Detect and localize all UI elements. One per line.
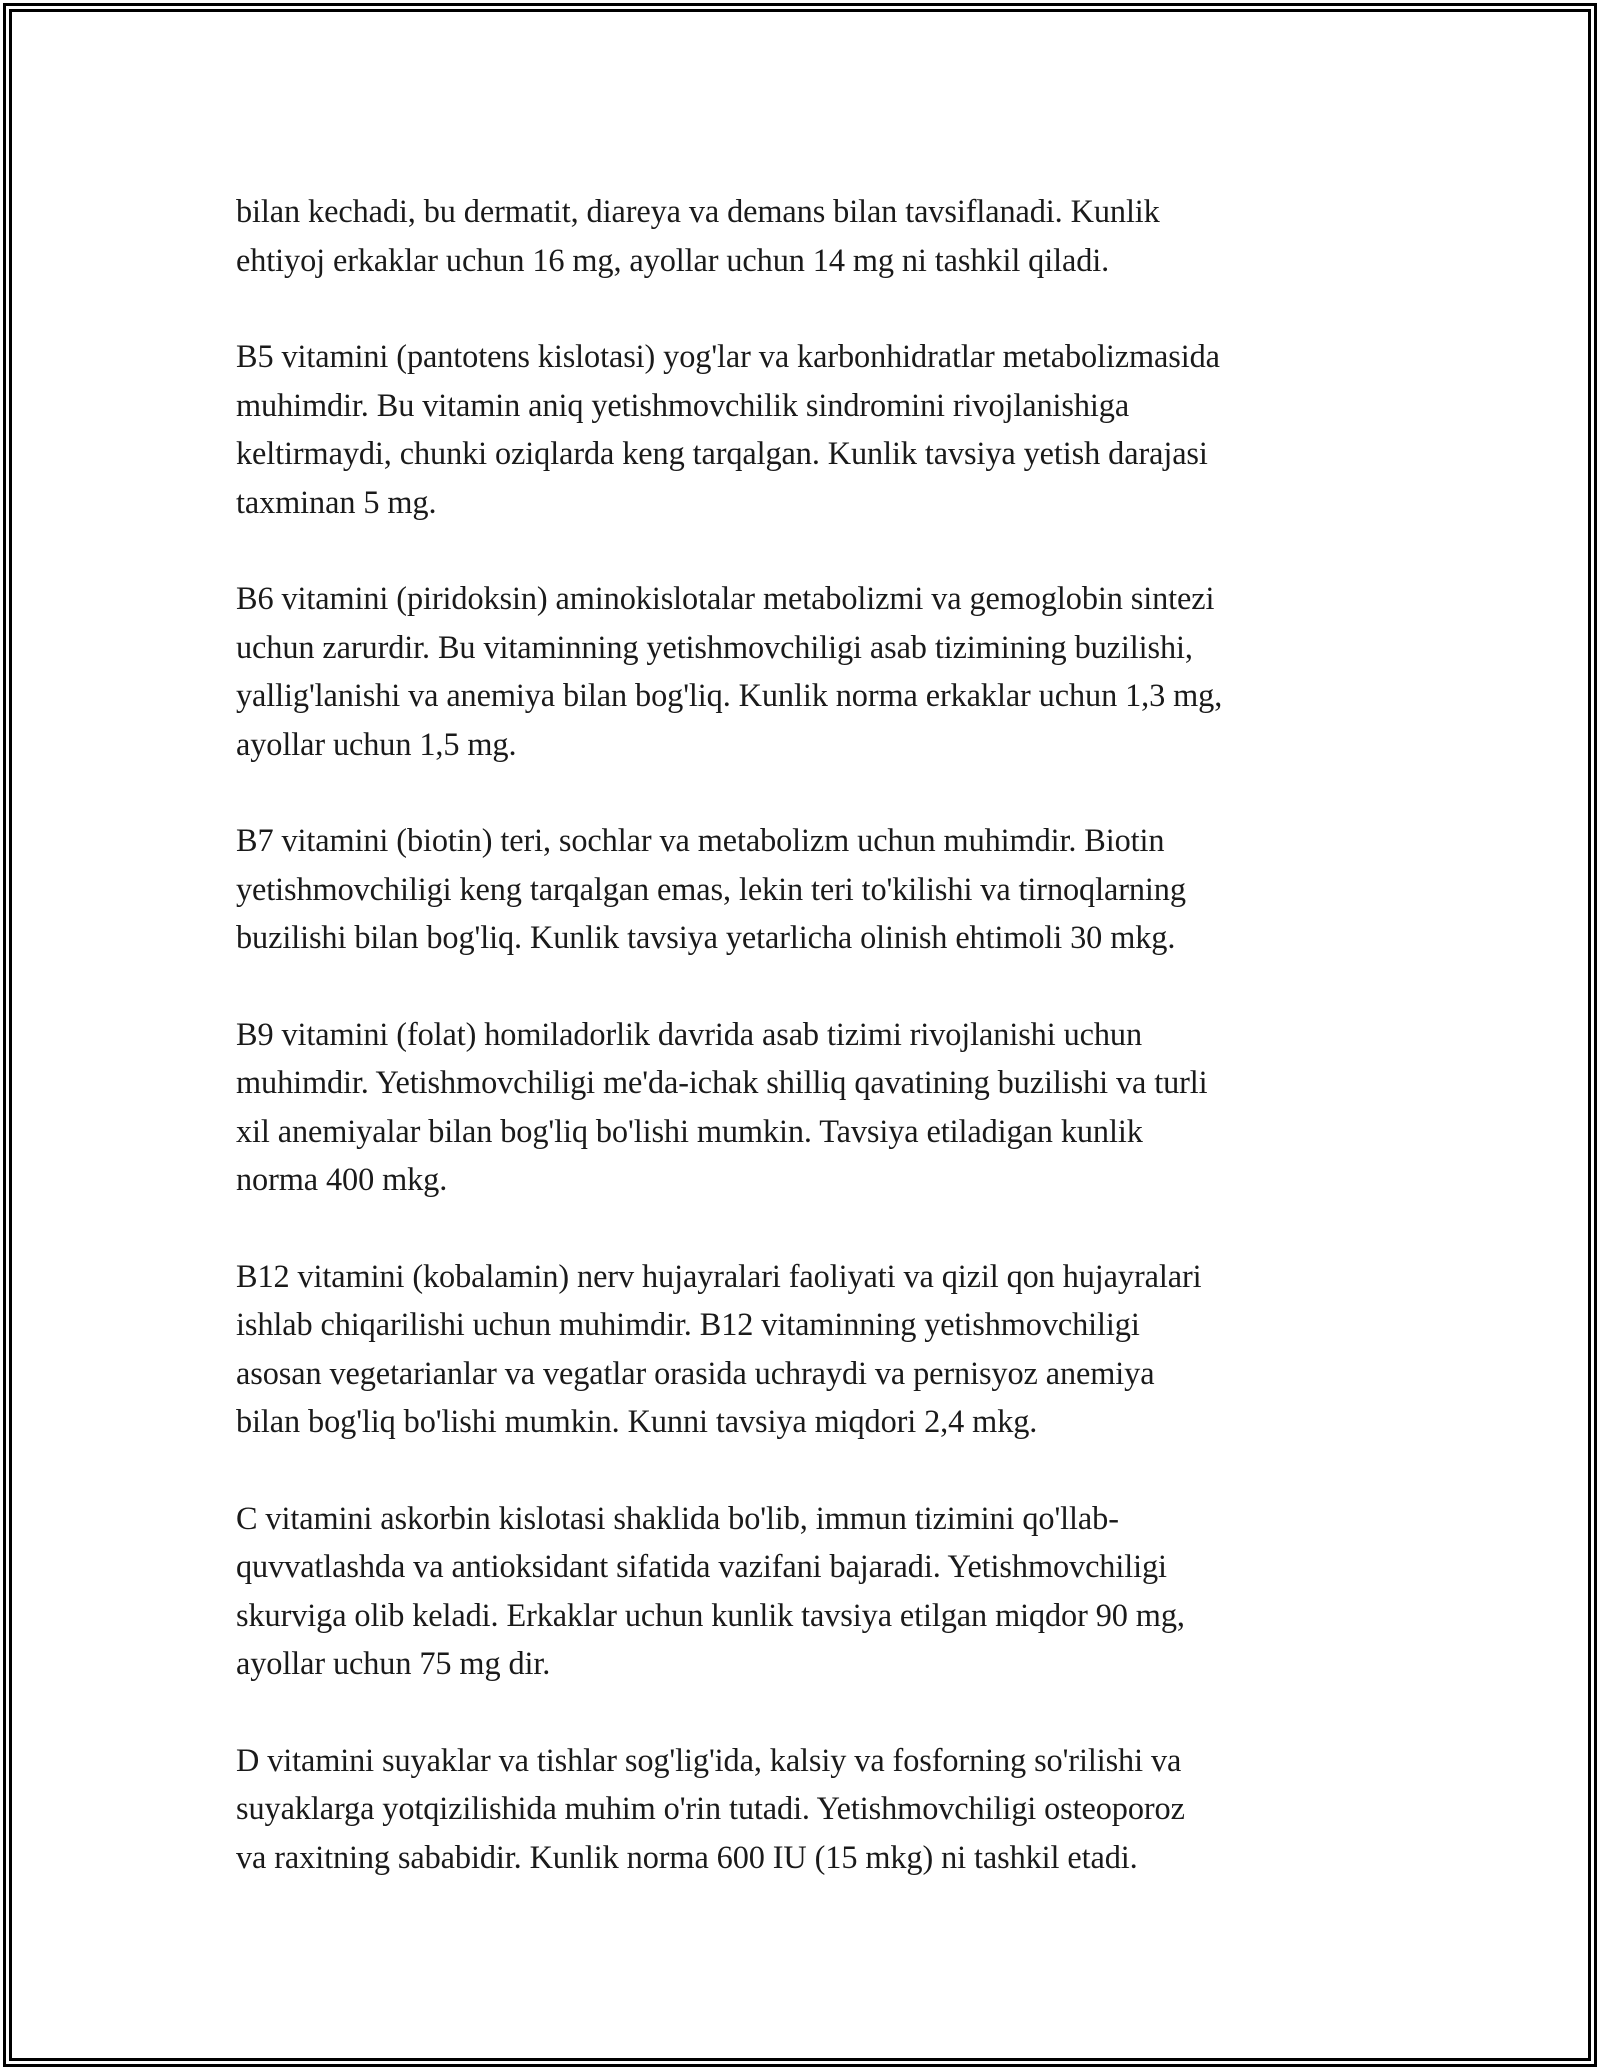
- paragraph-b3-continuation: bilan kechadi, bu dermatit, diareya va demans bilan tavsiflanadi. Kunlik ehtiyoj erkaklar uchun 16 mg, ayollar uchun 14 mg ni tashkil qiladi.: [236, 193, 1160, 278]
- paragraph-b9: B9 vitamini (folat) homiladorlik davrida asab tizimi rivojlanishi uchun muhimdir. Yetishmovchiligi me'da-ichak shilliq qavatining buzilishi va turli xil anemiyalar bilan bog'liq bo'lishi mumkin. Tavsiya etiladigan kunlik norma 400 mkg.: [236, 1015, 1208, 1197]
- paragraph-b12: B12 vitamini (kobalamin) nerv hujayralari faoliyati va qizil qon hujayralari ishlab chiqarilishi uchun muhimdir. B12 vitaminning yetishmovchiligi asosan vegetarianlar va vegatlar orasida uchraydi va pernisyoz anemiya bilan bog'liq bo'lishi mumkin. Kunni tavsiya miqdori 2,4 mkg.: [236, 1257, 1202, 1439]
- paragraph-b6: B6 vitamini (piridoksin) aminokislotalar metabolizmi va gemoglobin sintezi uchun zarurdir. Bu vitaminning yetishmovchiligi asab tizimining buzilishi, yallig'lanishi va anemiya bilan bog'liq. Kunlik norma erkaklar uchun 1,3 mg, ayollar uchun 1,5 mg.: [236, 580, 1223, 762]
- paragraph-b7: B7 vitamini (biotin) teri, sochlar va metabolizm uchun muhimdir. Biotin yetishmovchiligi keng tarqalgan emas, lekin teri to'kilishi va tirnoqlarning buzilishi bilan bog'liq. Kunlik tavsiya yetarlicha olinish ehtimoli 30 mkg.: [236, 822, 1186, 955]
- document-body: [236, 187, 1376, 1929]
- paragraph-c: C vitamini askorbin kislotasi shaklida bo'lib, immun tizimini qo'llab- quvvatlashda va antioksidant sifatida vazifani bajaradi. Yetishmovchiligi skurviga olib keladi. Erkaklar uchun kunlik tavsiya etilgan miqdor 90 mg, ayollar uchun 75 mg dir.: [236, 1499, 1185, 1681]
- paragraph-d: D vitamini suyaklar va tishlar sog'lig'ida, kalsiy va fosforning so'rilishi va suyaklarga yotqizilishida muhim o'rin tutadi. Yetishmovchiligi osteoporoz va raxitning sababidir. Kunlik norma 600 IU (15 mkg) ni tashkil etadi.: [236, 1741, 1185, 1875]
- paragraph-b5: B5 vitamini (pantotens kislotasi) yog'lar va karbonhidratlar metabolizmasida muhimdir. Bu vitamin aniq yetishmovchilik sindromini rivojlanishiga keltirmaydi, chunki oziqlarda keng tarqalgan. Kunlik tavsiya yetish darajasi taxminan 5 mg.: [236, 338, 1220, 520]
